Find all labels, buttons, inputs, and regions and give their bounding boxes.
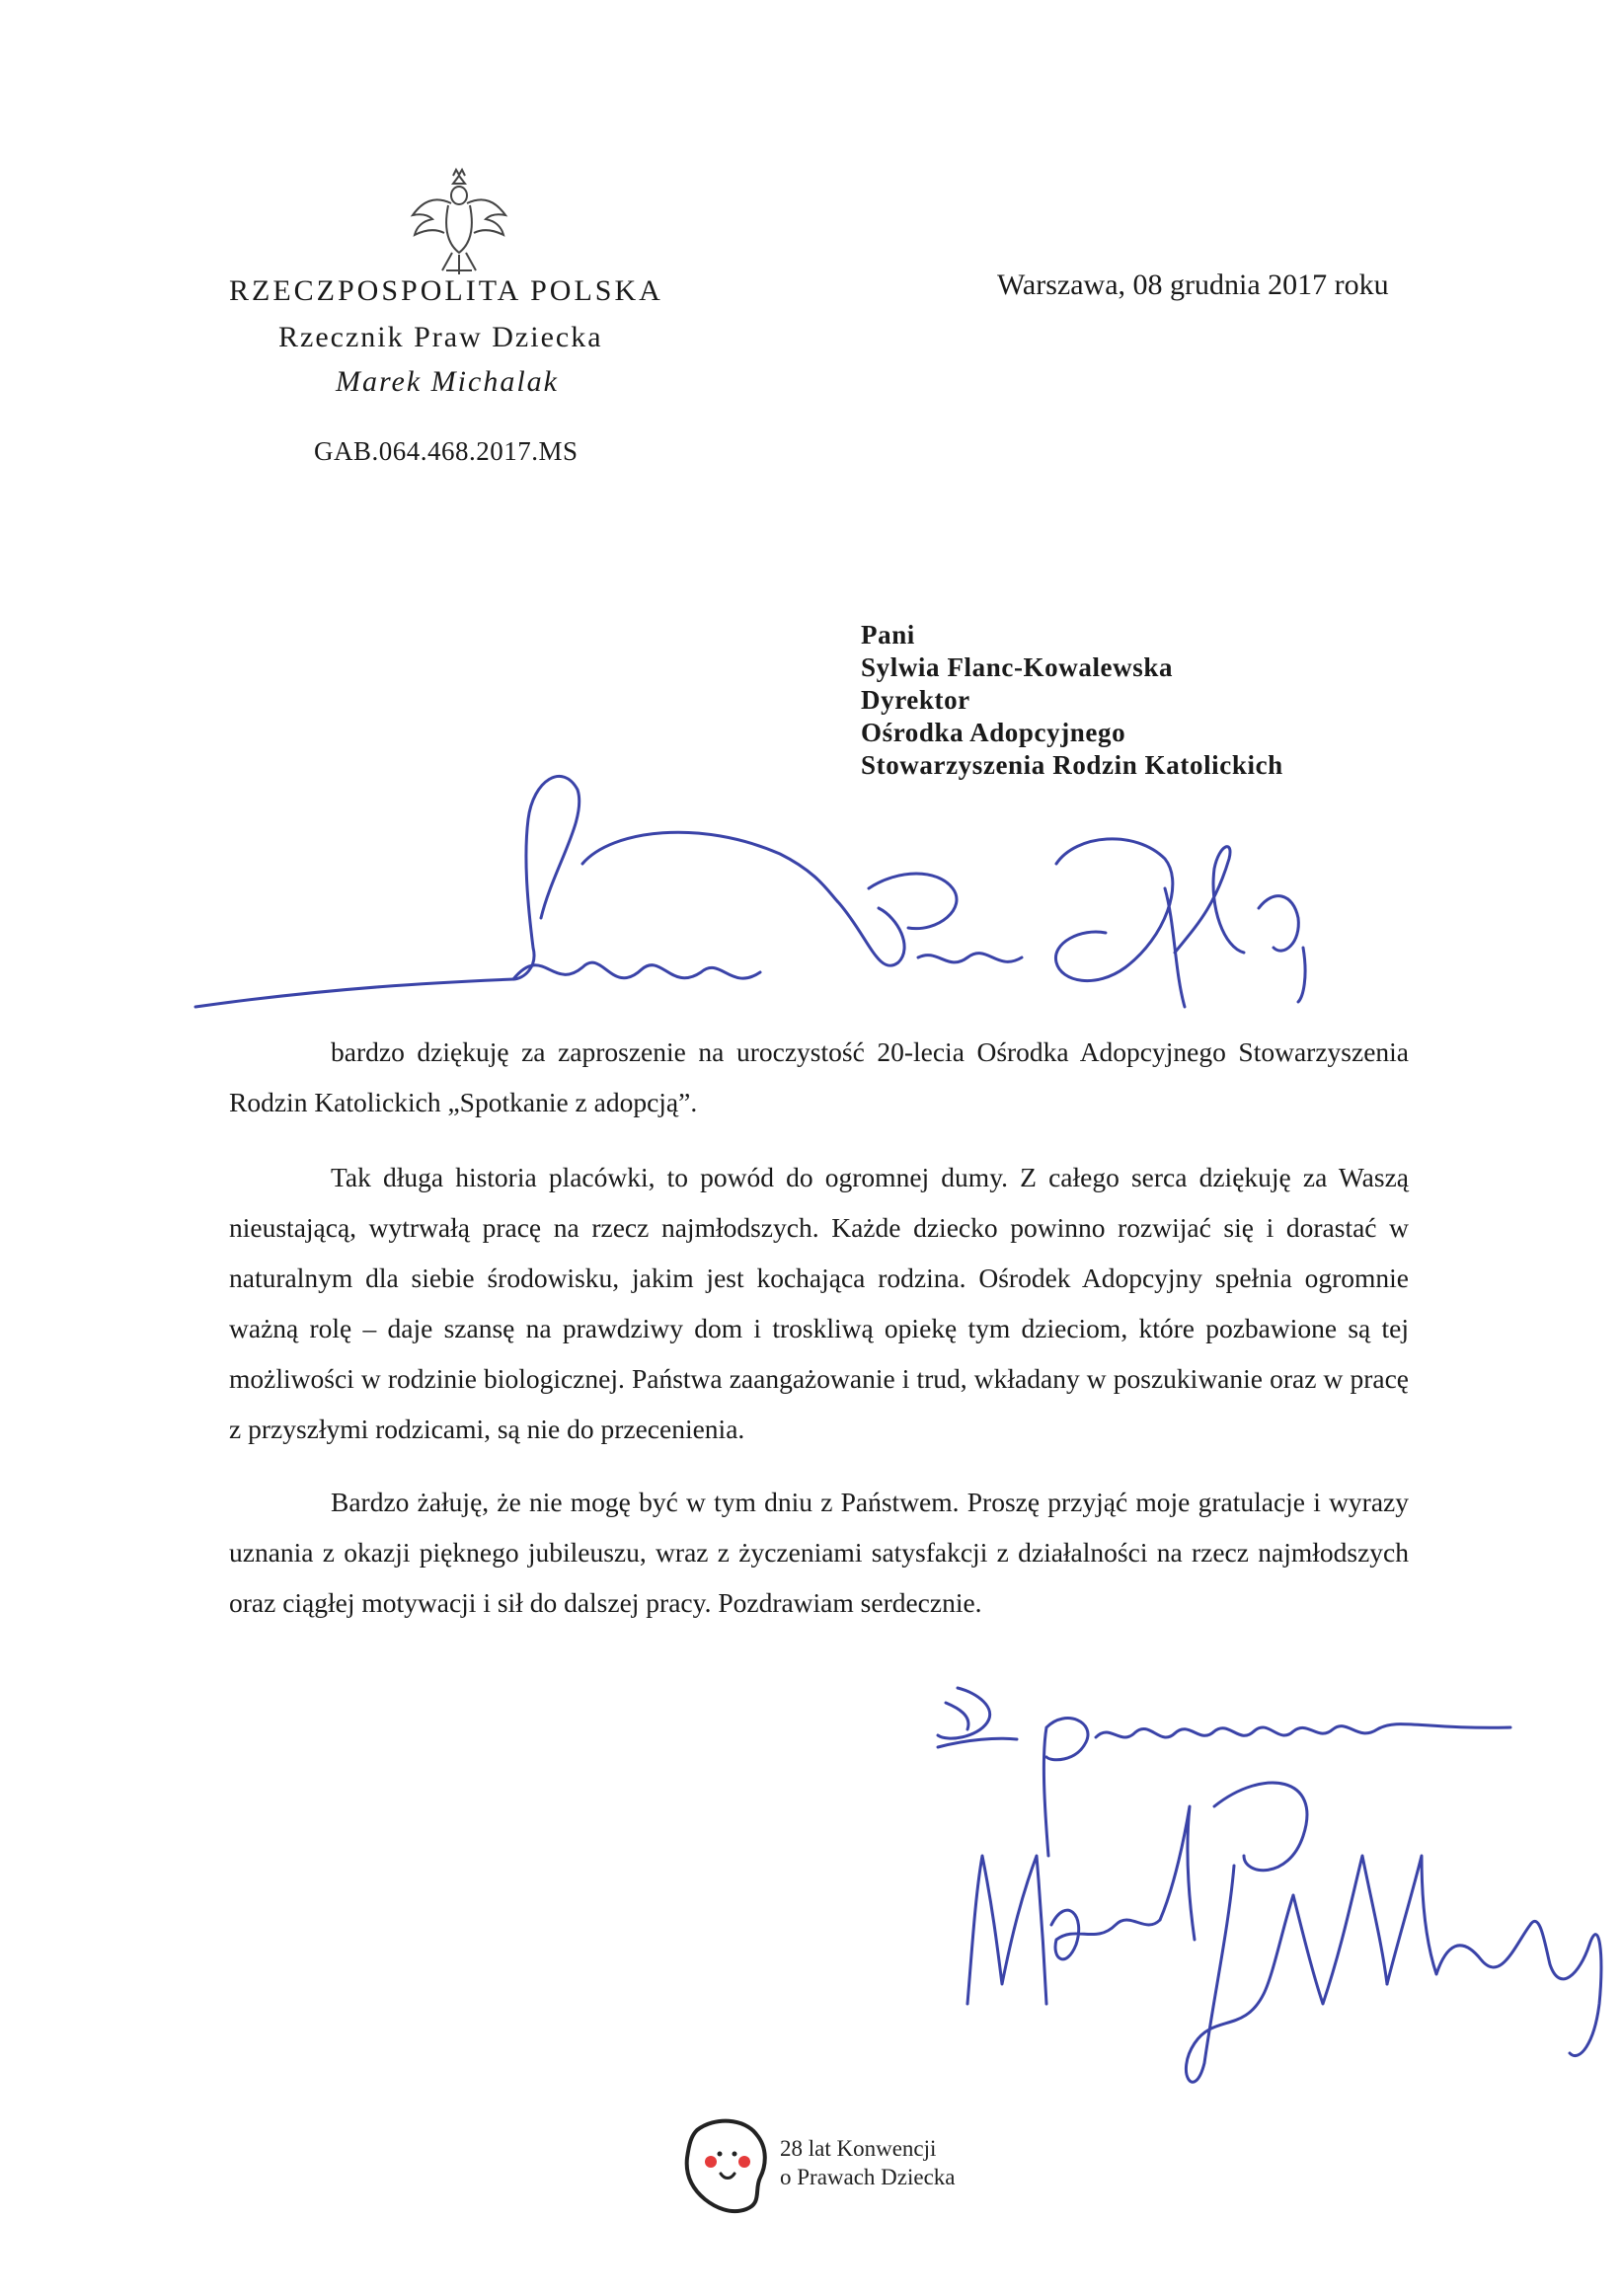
body-paragraph-2 (229, 1152, 1409, 1454)
body-paragraph-1 (229, 1027, 1409, 1127)
body-paragraph-3-text: Bardzo żałuję, że nie mogę być w tym dniu z Państwem. Proszę przyjąć moje gratulacje i wyrazy uznania z okazji pięknego jubileuszu, wraz z życzeniami satysfakcji z działalności na rzecz najmłodszych oraz ciągłej motywacji i sił do dalszej pracy. Pozdrawiam serdecznie. (229, 1487, 1409, 1618)
letterhead-country: RZECZPOSPOLITA POLSKA (229, 274, 663, 307)
recipient-organization-1: Ośrodka Adopcyjnego (861, 718, 1126, 747)
handwritten-salutation-end (1254, 849, 1333, 1007)
recipient-title: Dyrektor (861, 685, 970, 715)
handwritten-signature (948, 1747, 1619, 2122)
recipient-organization-2: Stowarzyszenia Rodzin Katolickich (861, 750, 1283, 780)
letterhead-name: Marek Michalak (336, 365, 559, 398)
letterhead-office: Rzecznik Praw Dziecka (278, 321, 603, 353)
recipient-block (861, 619, 1283, 782)
letter-date: Warszawa, 08 grudnia 2017 roku (997, 268, 1389, 301)
recipient-line-1: Pani (861, 620, 915, 650)
body-paragraph-2-text: Tak długa historia placówki, to powód do ogromnej dumy. Z całego serca dziękuję za Waszą nieustającą, wytrwałą pracę na rzecz najmłodszych. Każde dziecko powinno rozwijać się i dorastać w naturalnym dla siebie środowisku, jakim jest kochająca rodzina. Ośrodek Adopcyjny spełnia ogromnie ważną rolę – daje szansę na prawdziwy dom i troskliwą opiekę tym dzieciom, które pozbawione są tej możliwości w rodzinie biologicznej. Państwa zaangażowanie i trud, wkładany w poszukiwanie oraz w pracę z przyszłymi rodzicami, są nie do przecenienia. (229, 1162, 1409, 1444)
child-face-logo-icon (675, 2112, 774, 2219)
body-paragraph-1-text: bardzo dziękuję za zaproszenie na uroczystość 20-lecia Ośrodka Adopcyjnego Stowarzyszenia Rodzin Katolickich „Spotkanie z adopcją”. (229, 1036, 1409, 1117)
footer-line-1: 28 lat Konwencji (780, 2136, 937, 2161)
reference-number: GAB.064.468.2017.MS (314, 436, 579, 466)
footer-line-2: o Prawach Dziecka (780, 2165, 956, 2189)
footer-caption (780, 2134, 956, 2191)
polish-eagle-emblem-icon (405, 166, 513, 282)
handwritten-closing (928, 1668, 1520, 1866)
body-paragraph-3 (229, 1477, 1409, 1628)
handwritten-salutation (188, 760, 1254, 1027)
recipient-name: Sylwia Flanc-Kowalewska (861, 652, 1174, 682)
